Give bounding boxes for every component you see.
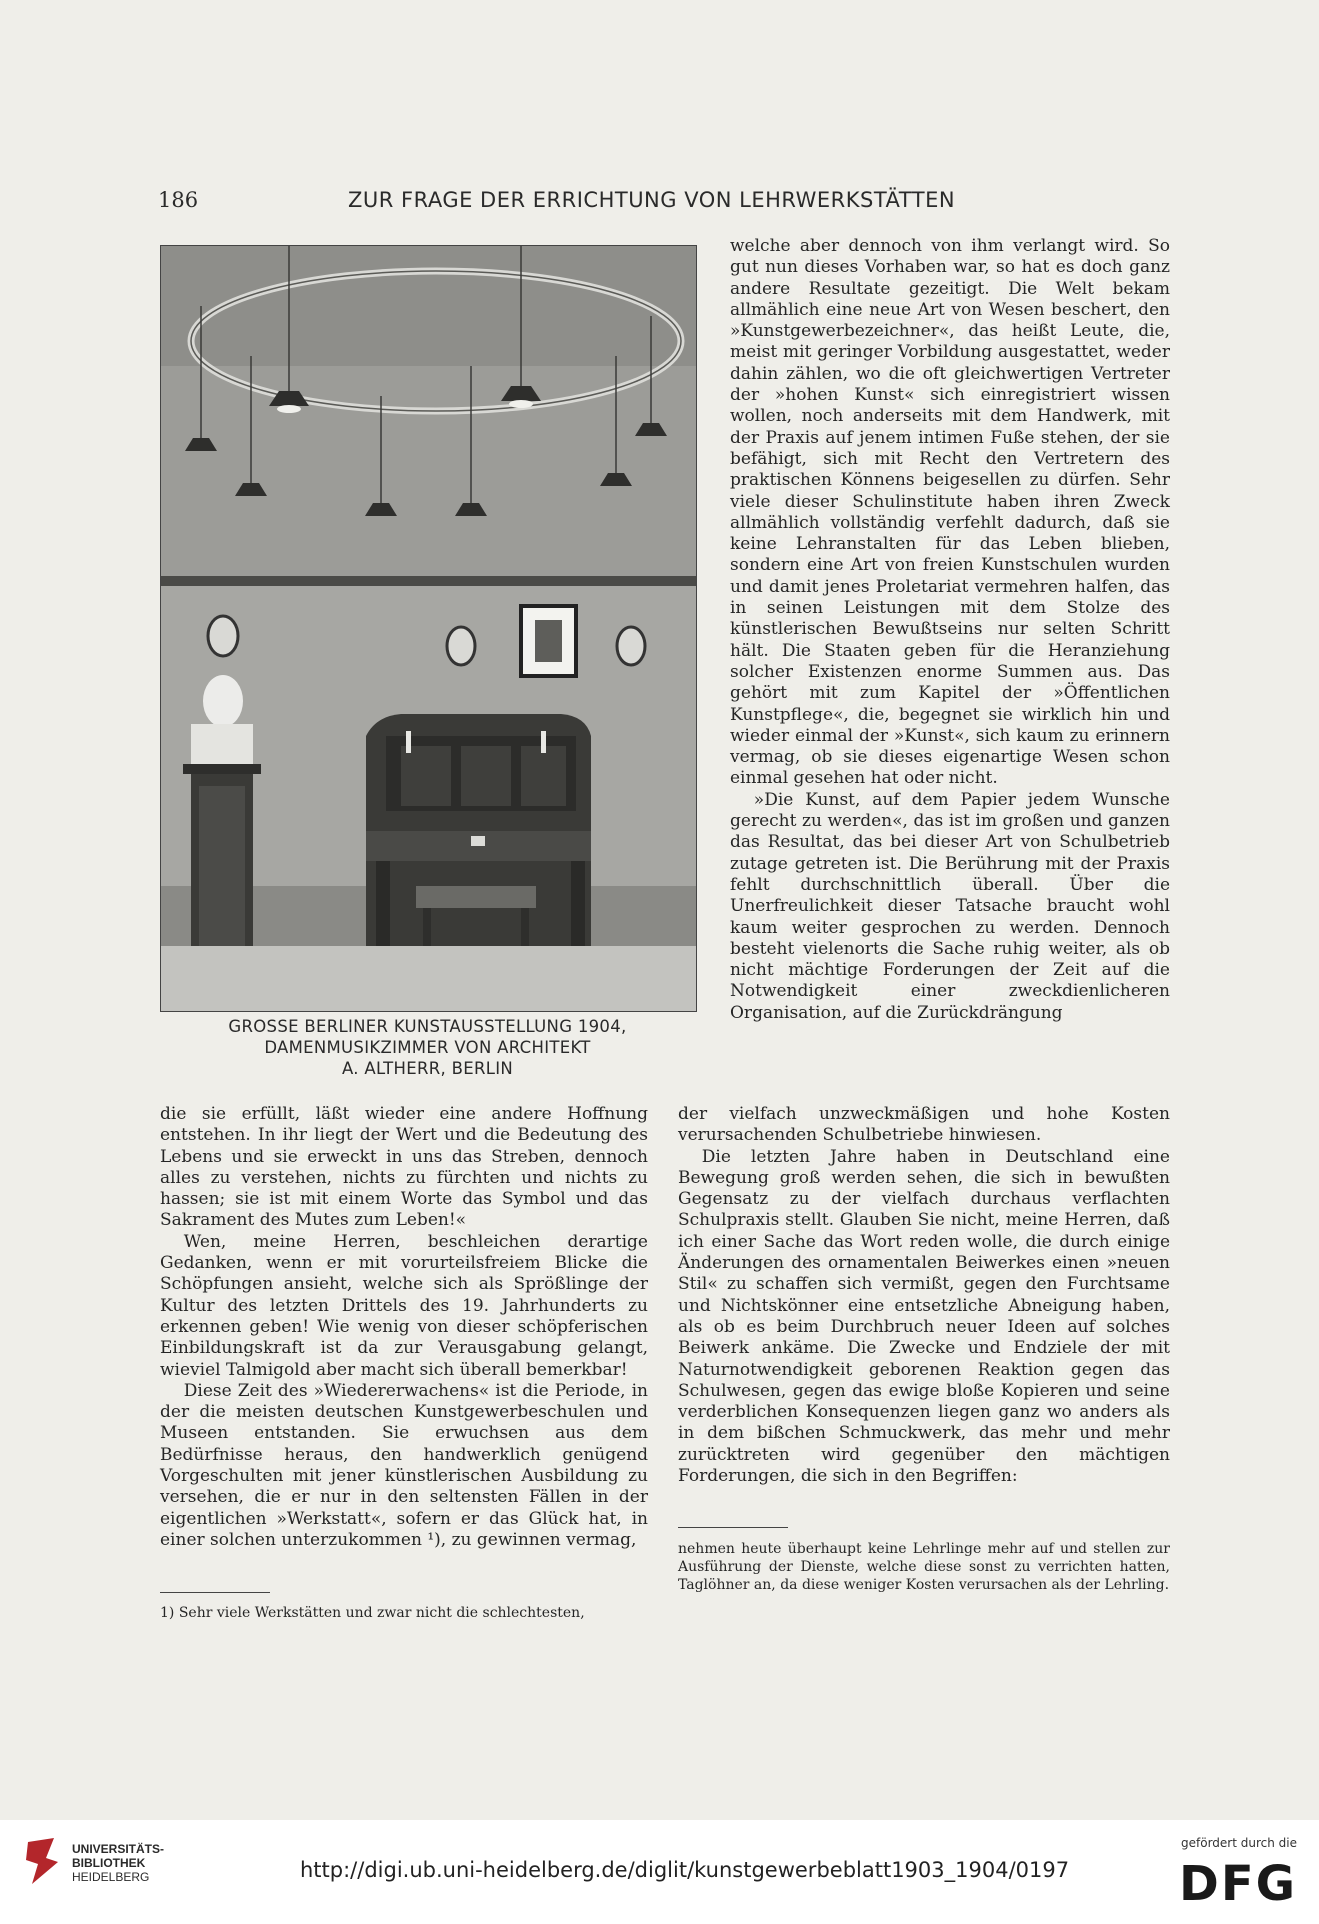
left-column xyxy=(160,1104,648,1551)
figure-photograph xyxy=(160,245,697,1012)
body-paragraph: Wen, meine Herren, beschleichen derartige Gedanken, wenn er mit vorurteilsfreiem Blicke die Schöpfungen ansieht, welche sich als Sprößlinge der Kultur des letzten Drittels des 19. Jahrhunderts zu erkennen geben! Wie wenig von dieser schöpferischen Einbildungskraft ist da zur Verausgabung gelangt, wieviel Talmigold aber macht sich überall bemerkbar! xyxy=(160,1231,648,1380)
caption-line: A. ALTHERR, BERLIN xyxy=(341,1059,514,1078)
right-column-bottom xyxy=(678,1104,1170,1487)
music-room-illustration xyxy=(161,246,696,1011)
footnote-right: nehmen heute überhaupt keine Lehrlinge mehr auf und stellen zur Ausführung der Dienste, welche diese sonst zu verrichten hatten, Taglöhner an, da diese weniger Kosten verursachen als der Lehrling. xyxy=(678,1541,1170,1593)
footnote-left: 1) Sehr viele Werkstätten und zwar nicht die schlechtesten, xyxy=(160,1605,585,1621)
footnote-rule xyxy=(678,1527,788,1528)
page-number: 186 xyxy=(158,188,199,212)
body-paragraph: Die letzten Jahre haben in Deutschland eine Bewegung groß werden sehen, die sich in bewußten Gegensatz zu der vielfach durchaus verflachten Schulpraxis stellt. Glauben Sie nicht, meine Herren, daß ich einer Sache das Wort reden wolle, die durch einige Änderungen des ornamentalen Beiwerkes einen »neuen Stil« zu schaffen sich vermißt, gegen den Furchtsame und Nichtskönner eine entsetzliche Abneigung haben, als ob es beim Durchbruch neuer Ideen auf solches Beiwerk ankäme. Die Zwecke und Endziele der mit Naturnotwendigkeit geborenen Reaktion gegen das Schulwesen, gegen das ewige bloße Kopieren und seine verderblichen Konsequenzen liegen ganz wo anders als in dem bißchen Schmuckwerk, das mehr und mehr zurücktreten wird gegenüber den mächtigen Forderungen, die sich in den Begriffen: xyxy=(678,1146,1170,1487)
library-name-line: HEIDELBERG xyxy=(72,1870,150,1884)
body-paragraph: Diese Zeit des »Wiedererwachens« ist die Periode, in der die meisten deutschen Kunstgewerbeschulen und Museen entstanden. Sie erwuchsen aus dem Bedürfnisse heraus, den handwerklich genügend Vorgeschulten mit jener künstlerischen Ausbildung zu versehen, die er nur in den seltensten Fällen in der eigentlichen »Werkstatt«, sofern er das Glück hat, in einer solchen unterzukommen ¹), zu gewinnen vermag, xyxy=(160,1380,648,1550)
right-column-top xyxy=(730,236,1170,1024)
library-name xyxy=(72,1842,164,1884)
caption-line: GROSSE BERLINER KUNSTAUSSTELLUNG 1904, xyxy=(228,1017,627,1036)
university-library-logo-icon xyxy=(24,1836,62,1886)
footnote-rule xyxy=(160,1592,270,1593)
library-name-line: UNIVERSITÄTS- xyxy=(72,1842,165,1856)
source-url-link[interactable]: http://digi.ub.uni-heidelberg.de/diglit/kunstgewerbeblatt1903_1904/0197 xyxy=(300,1858,1070,1882)
library-name-line: BIBLIOTHEK xyxy=(72,1856,146,1870)
body-paragraph: »Die Kunst, auf dem Papier jedem Wunsche gerecht zu werden«, das ist im großen und ganzen das Resultat, das bei dieser Art von Schulbetrieb zutage getreten ist. Die Berührung mit der Praxis fehlt durchschnittlich überall. Über die Unerfreulichkeit dieser Tatsache braucht wohl kaum weiter gesprochen zu werden. Dennoch besteht vielenorts die Sache ruhig weiter, als ob nicht mächtige Forderungen der Zeit auf die Notwendigkeit einer zweckdienlicheren Organisation, auf die Zurückdrängung xyxy=(730,789,1170,1023)
funding-note: gefördert durch die xyxy=(1181,1836,1297,1850)
body-paragraph: die sie erfüllt, läßt wieder eine andere Hoffnung entstehen. In ihr liegt der Wert und die Bedeutung des Lebens und sie erweckt in uns das Streben, dennoch alles zu verstehen, nichts zu fürchten und nichts zu hassen; sie ist mit einem Worte das Symbol und das Sakrament des Mutes zum Leben!« xyxy=(160,1104,648,1231)
figure-caption xyxy=(160,1016,695,1079)
body-paragraph: der vielfach unzweckmäßigen und hohe Kosten verursachenden Schulbetriebe hinwiesen. xyxy=(678,1104,1170,1146)
dfg-logo: DFG xyxy=(1178,1856,1297,1912)
caption-line: DAMENMUSIKZIMMER VON ARCHITEKT xyxy=(264,1038,591,1057)
running-head: ZUR FRAGE DER ERRICHTUNG VON LEHRWERKSTÄTTEN xyxy=(348,188,956,212)
page-header xyxy=(158,188,1169,218)
body-paragraph: welche aber dennoch von ihm verlangt wird. So gut nun dieses Vorhaben war, so hat es doch ganz andere Resultate gezeitigt. Die Welt bekam allmählich eine neue Art von Wesen beschert, den »Kunstgewerbezeichner«, das heißt Leute, die, meist mit geringer Vorbildung ausgestattet, weder dahin zählen, wo die oft gleichwertigen Vertreter der »hohen Kunst« sich einregistriert wissen wollen, noch anderseits mit dem Handwerk, mit der Praxis auf jenem intimen Fuße stehen, der sie befähigt, sich mit Recht den Vertretern des praktischen Könnens beigesellen zu dürfen. Sehr viele dieser Schulinstitute haben ihren Zweck allmählich vollständig verfehlt dadurch, daß sie keine Lehranstalten für das Leben blieben, sondern eine Art von freien Kunstschulen wurden und damit jenes Proletariat vermehren halfen, das in seinen Leistungen mit dem Stolze des künstlerischen Bewußtseins nur selten Schritt hält. Die Staaten geben für die Heranziehung solcher Existenzen enorme Summen aus. Das gehört mit zum Kapitel der »Öffentlichen Kunstpflege«, die, begegnet sie wirklich hin und wieder einmal der »Kunst«, sich kaum zu erinnern vermag, ob sie dieses eigenartige Wesen schon einmal gesehen hat oder nicht. xyxy=(730,236,1170,789)
